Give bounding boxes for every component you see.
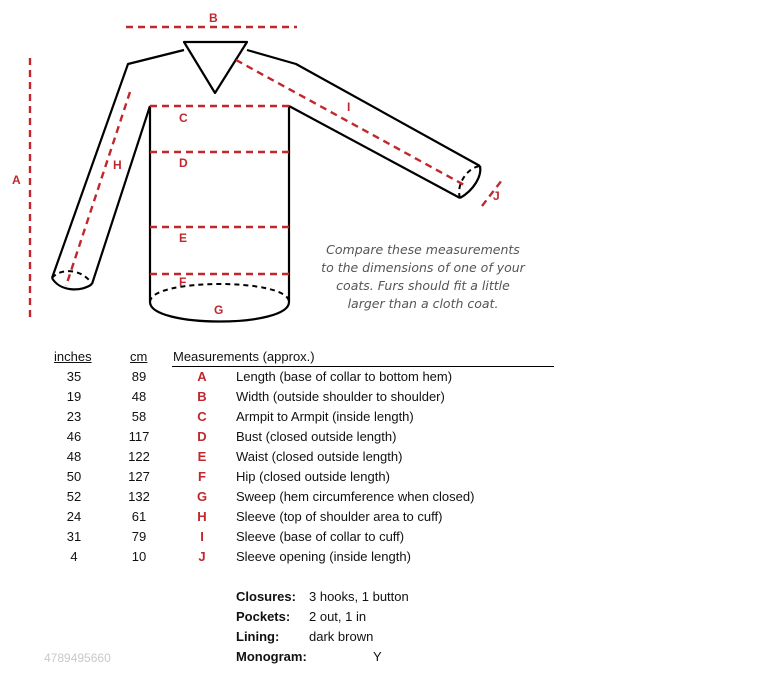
cell-code: G bbox=[196, 489, 208, 504]
measure-line-H bbox=[66, 92, 130, 286]
cell-description: Bust (closed outside length) bbox=[236, 429, 397, 444]
diagram-label-A: A bbox=[12, 173, 21, 187]
table-row bbox=[0, 409, 759, 429]
table-row bbox=[0, 489, 759, 509]
diagram-label-I: I bbox=[347, 100, 351, 114]
diagram-label-C: C bbox=[179, 111, 188, 125]
diagram-label-J: J bbox=[493, 189, 500, 203]
cell-cm: 89 bbox=[131, 369, 147, 384]
spec-key: Lining: bbox=[236, 629, 280, 644]
cell-description: Sleeve (base of collar to cuff) bbox=[236, 529, 405, 544]
cell-cm: 61 bbox=[131, 509, 147, 524]
diagram-label-D: D bbox=[179, 156, 188, 170]
spec-closures bbox=[236, 589, 536, 609]
spec-key: Monogram: bbox=[236, 649, 307, 664]
cell-inches: 35 bbox=[66, 369, 82, 384]
cell-inches: 46 bbox=[66, 429, 82, 444]
spec-pockets bbox=[236, 609, 536, 629]
cell-inches: 31 bbox=[66, 529, 82, 544]
cell-code: E bbox=[197, 449, 207, 464]
diagram-label-B: B bbox=[209, 11, 218, 25]
cell-inches: 24 bbox=[66, 509, 82, 524]
watermark-id: 4789495660 bbox=[44, 651, 111, 665]
header-rule bbox=[172, 366, 554, 367]
cell-description: Sleeve (top of shoulder area to cuff) bbox=[236, 509, 443, 524]
cell-code: J bbox=[198, 549, 206, 564]
cell-cm: 122 bbox=[128, 449, 150, 464]
table-row bbox=[0, 389, 759, 409]
table-row bbox=[0, 369, 759, 389]
cell-code: I bbox=[200, 529, 204, 544]
diagram-label-H: H bbox=[113, 158, 122, 172]
cell-cm: 79 bbox=[131, 529, 147, 544]
spec-value: 2 out, 1 in bbox=[309, 609, 367, 624]
table-row bbox=[0, 509, 759, 529]
cell-cm: 132 bbox=[128, 489, 150, 504]
cell-cm: 117 bbox=[128, 429, 150, 444]
cell-code: D bbox=[197, 429, 207, 444]
cell-code: B bbox=[197, 389, 207, 404]
cell-code: H bbox=[197, 509, 207, 524]
coat-collar bbox=[184, 42, 247, 93]
cell-inches: 4 bbox=[70, 549, 78, 564]
cell-inches: 50 bbox=[66, 469, 82, 484]
coat-left-cuff bbox=[52, 278, 92, 289]
cell-description: Length (base of collar to bottom hem) bbox=[236, 369, 453, 384]
table-row bbox=[0, 549, 759, 569]
cell-cm: 127 bbox=[128, 469, 150, 484]
table-row bbox=[0, 469, 759, 489]
coat-left-sleeve-inner bbox=[92, 106, 150, 284]
cell-description: Width (outside shoulder to shoulder) bbox=[236, 389, 445, 404]
coat-right-sleeve-outer bbox=[247, 50, 480, 166]
diagram-label-E: E bbox=[179, 231, 188, 245]
cell-inches: 19 bbox=[66, 389, 82, 404]
cell-inches: 48 bbox=[66, 449, 82, 464]
spec-key: Closures: bbox=[236, 589, 296, 604]
cell-inches: 23 bbox=[66, 409, 82, 424]
coat-hem-back bbox=[150, 284, 289, 302]
spec-value: 3 hooks, 1 button bbox=[309, 589, 409, 604]
cell-description: Sleeve opening (inside length) bbox=[236, 549, 411, 564]
fit-note: Compare these measurements to the dimensions of one of your coats. Furs should fit a little larger than a cloth coat. bbox=[321, 242, 525, 311]
cell-cm: 48 bbox=[131, 389, 147, 404]
cell-cm: 10 bbox=[131, 549, 147, 564]
spec-lining bbox=[236, 629, 536, 649]
cell-code: F bbox=[198, 469, 206, 484]
measure-line-I bbox=[236, 60, 466, 186]
spec-key: Pockets: bbox=[236, 609, 291, 624]
header-inches: inches bbox=[54, 349, 92, 364]
table-row bbox=[0, 429, 759, 449]
diagram-label-G: G bbox=[214, 303, 224, 317]
diagram-label-F: F bbox=[179, 275, 187, 289]
header-measurements: Measurements (approx.) bbox=[173, 349, 315, 364]
table-row bbox=[0, 529, 759, 549]
spec-value: dark brown bbox=[309, 629, 374, 644]
spec-monogram bbox=[236, 649, 536, 669]
coat-left-cuff-back bbox=[52, 271, 92, 284]
cell-code: A bbox=[197, 369, 207, 384]
cell-description: Sweep (hem circumference when closed) bbox=[236, 489, 475, 504]
header-cm: cm bbox=[130, 349, 148, 364]
cell-description: Armpit to Armpit (inside length) bbox=[236, 409, 414, 424]
cell-code: C bbox=[197, 409, 207, 424]
table-row bbox=[0, 449, 759, 469]
cell-inches: 52 bbox=[66, 489, 82, 504]
cell-cm: 58 bbox=[131, 409, 147, 424]
cell-description: Hip (closed outside length) bbox=[236, 469, 390, 484]
spec-value: Y bbox=[373, 649, 382, 664]
coat-right-sleeve-inner bbox=[289, 106, 460, 198]
cell-description: Waist (closed outside length) bbox=[236, 449, 403, 464]
